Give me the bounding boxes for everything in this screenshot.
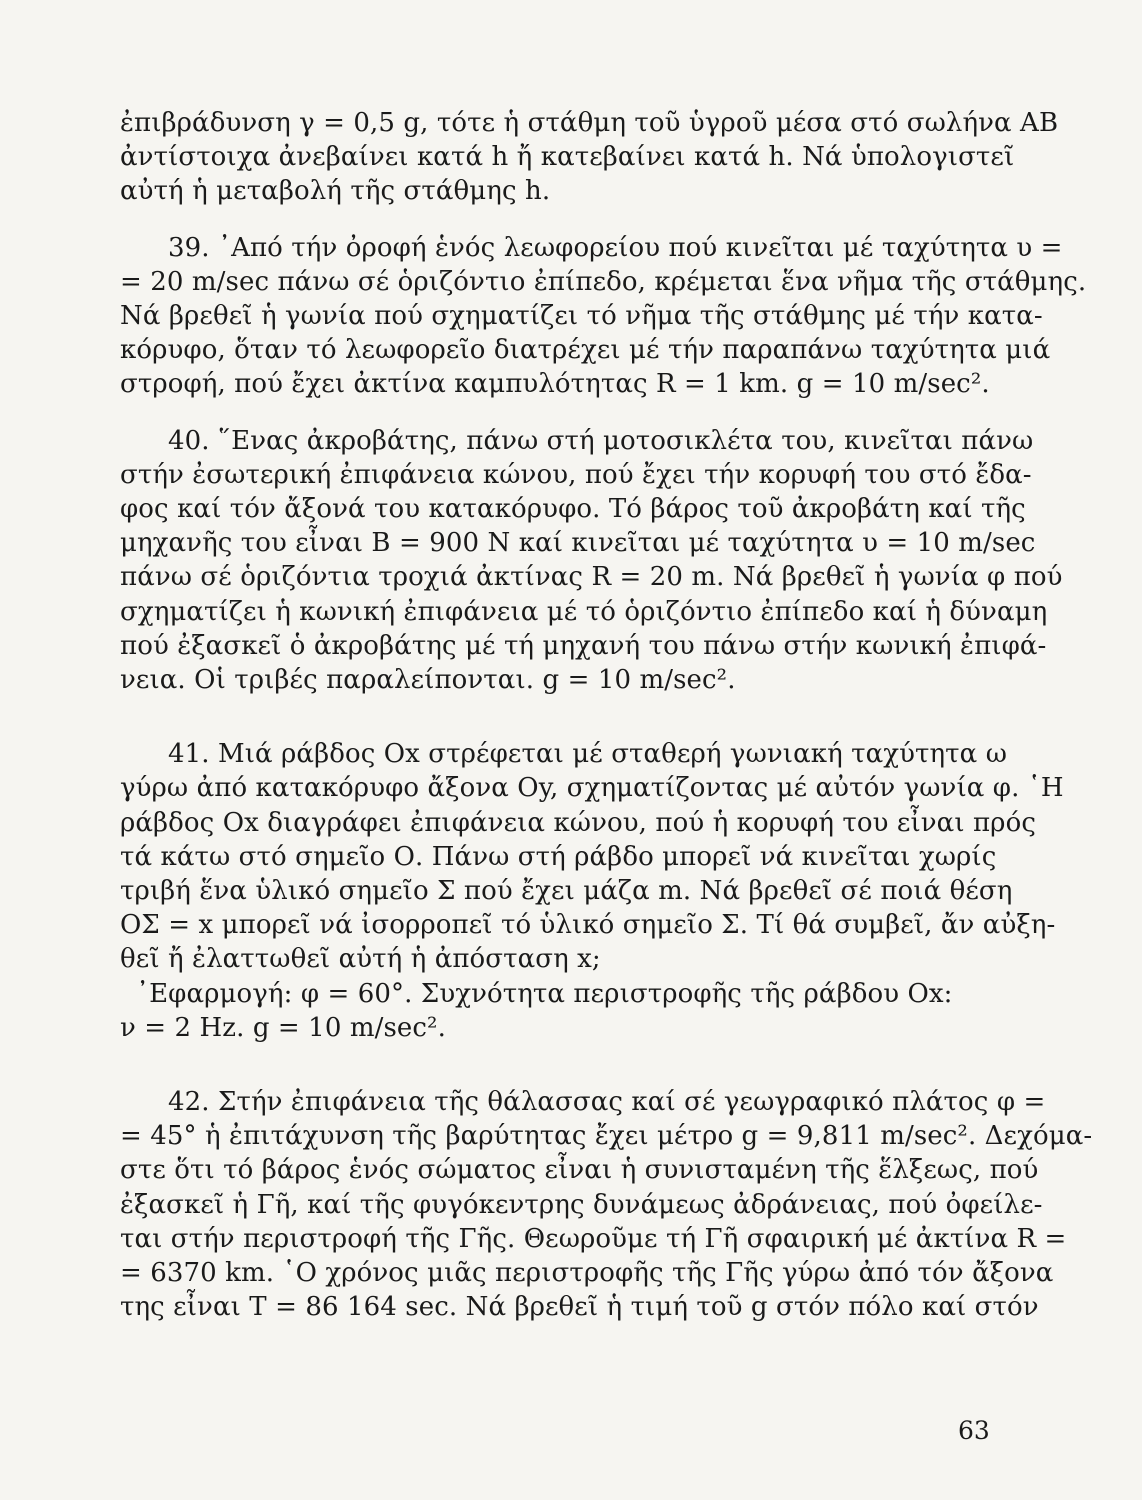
problem-40 bbox=[120, 424, 1063, 698]
text-line: = 45° ἡ ἐπιτάχυνση τῆς βαρύτητας ἔχει μέτρο g = 9,811 m/sec². Δεχόμα- bbox=[120, 1121, 1093, 1152]
problem-42 bbox=[120, 1085, 1093, 1324]
text-line: της εἶναι Τ = 86 164 sec. Νά βρεθεῖ ἡ τιμή τοῦ g στόν πόλο καί στόν bbox=[120, 1292, 1039, 1323]
text-line: πάνω σέ ὁριζόντια τροχιά ἀκτίνας R = 20 m. Νά βρεθεῖ ἡ γωνία φ πού bbox=[120, 562, 1063, 593]
text-line: στροφή, πού ἔχει ἀκτίνα καμπυλότητας R = 1 km. g = 10 m/sec². bbox=[120, 369, 990, 400]
text-line: σχηματίζει ἡ κωνική ἐπιφάνεια μέ τό ὁριζόντιο ἐπίπεδο καί ἡ δύναμη bbox=[120, 596, 1048, 627]
text-line: πού ἐξασκεῖ ὁ ἀκροβάτης μέ τή μηχανή του πάνω στήν κωνική ἐπιφά- bbox=[120, 630, 1047, 661]
text-line: νεια. Οἱ τριβές παραλείπονται. g = 10 m/sec². bbox=[120, 665, 736, 696]
text-line: ἀντίστοιχα ἀνεβαίνει κατά h ἤ κατεβαίνει κατά h. Νά ὑπολογιστεῖ bbox=[120, 142, 1015, 173]
text-line: 40. ῞Ενας ἀκροβάτης, πάνω στή μοτοσικλέτα του, κινεῖται πάνω bbox=[168, 425, 1034, 456]
text-line: ν = 2 Hz. g = 10 m/sec². bbox=[120, 1012, 446, 1043]
problem-41 bbox=[120, 737, 1064, 976]
text-line: ΟΣ = x μπορεῖ νά ἰσορροπεῖ τό ὑλικό σημεῖο Σ. Τί θά συμβεῖ, ἄν αὐξη- bbox=[120, 910, 1056, 941]
text-line: 39. ᾿Από τήν ὀροφή ἑνός λεωφορείου πού κινεῖται μέ ταχύτητα υ = bbox=[168, 232, 1063, 263]
text-line: φος καί τόν ἄξονά του κατακόρυφο. Τό βάρος τοῦ ἀκροβάτη καί τῆς bbox=[120, 494, 1026, 525]
problem-41-application bbox=[120, 977, 992, 1045]
text-line: ράβδος Οx διαγράφει ἐπιφάνεια κώνου, πού ἡ κορυφή του εἶναι πρός bbox=[120, 807, 1036, 838]
text-line: κόρυφο, ὅταν τό λεωφορεῖο διατρέχει μέ τήν παραπάνω ταχύτητα μιά bbox=[120, 335, 1051, 366]
text-line: μηχανῆς του εἶναι Β = 900 Ν καί κινεῖται μέ ταχύτητα υ = 10 m/sec bbox=[120, 528, 1036, 559]
text-line: γύρω ἀπό κατακόρυφο ἄξονα Οy, σχηματίζοντας μέ αὐτόν γωνία φ. ῾Η bbox=[120, 773, 1064, 804]
page-number: 63 bbox=[958, 1416, 990, 1445]
text-line: ἐξασκεῖ ἡ Γῆ, καί τῆς φυγόκεντρης δυνάμεως ἀδράνειας, πού ὀφείλε- bbox=[120, 1189, 1043, 1220]
text-line: 42. Στήν ἐπιφάνεια τῆς θάλασσας καί σέ γεωγραφικό πλάτος φ = bbox=[168, 1087, 1046, 1118]
text-line: ᾿Εφαρμογή: φ = 60°. Συχνότητα περιστροφῆς τῆς ράβδου Οx: bbox=[136, 978, 953, 1009]
text-line: ται στήν περιστροφή τῆς Γῆς. Θεωροῦμε τή Γῆ σφαιρική μέ ἀκτίνα R = bbox=[120, 1223, 1067, 1254]
text-line: θεῖ ἤ ἐλαττωθεῖ αὐτή ἡ ἀπόσταση x; bbox=[120, 944, 601, 975]
text-line: στε ὅτι τό βάρος ἑνός σώματος εἶναι ἡ συνισταμένη τῆς ἕλξεως, πού bbox=[120, 1155, 1039, 1186]
text-line: τά κάτω στό σημεῖο Ο. Πάνω στή ράβδο μπορεῖ νά κινεῖται χωρίς bbox=[120, 841, 997, 872]
text-line: ἐπιβράδυνση γ = 0,5 g, τότε ἡ στάθμη τοῦ ὑγροῦ μέσα στό σωλήνα ΑΒ bbox=[120, 108, 1059, 138]
text-line: = 20 m/sec πάνω σέ ὁριζόντιο ἐπίπεδο, κρέμεται ἕνα νῆμα τῆς στάθμης. bbox=[120, 266, 1087, 297]
page-body bbox=[120, 106, 1093, 1325]
text-line: στήν ἐσωτερική ἐπιφάνεια κώνου, πού ἔχει τήν κορυφή του στό ἔδα- bbox=[120, 459, 1032, 490]
text-line: 41. Μιά ράβδος Οx στρέφεται μέ σταθερή γωνιακή ταχύτητα ω bbox=[168, 739, 1007, 770]
text-line: αὐτή ἡ μεταβολή τῆς στάθμης h. bbox=[120, 176, 551, 207]
text-line: τριβή ἕνα ὑλικό σημεῖο Σ πού ἔχει μάζα m. Νά βρεθεῖ σέ ποιά θέση bbox=[120, 876, 1013, 907]
paragraph-intro bbox=[120, 106, 1059, 209]
problem-39 bbox=[120, 231, 1087, 402]
text-line: Νά βρεθεῖ ἡ γωνία πού σχηματίζει τό νῆμα τῆς στάθμης μέ τήν κατα- bbox=[120, 301, 1043, 332]
text-line: = 6370 km. ῾Ο χρόνος μιᾶς περιστροφῆς τῆς Γῆς γύρω ἀπό τόν ἄξονα bbox=[120, 1258, 1054, 1289]
